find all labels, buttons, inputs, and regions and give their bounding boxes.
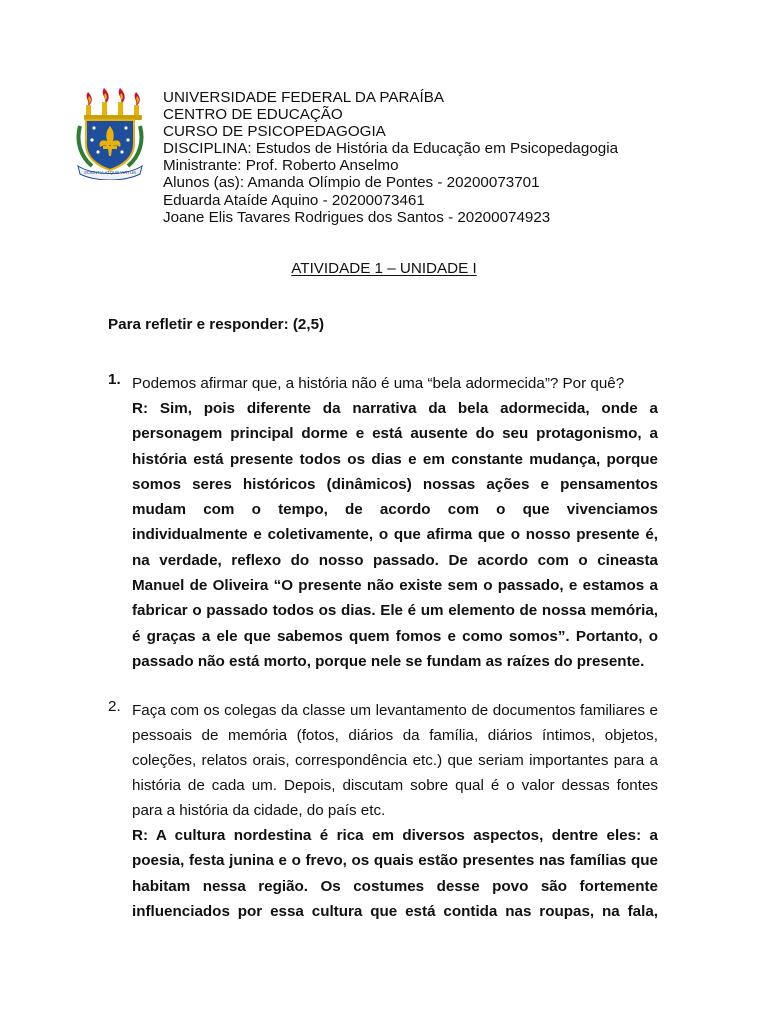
activity-title: ATIVIDADE 1 – UNIDADE I <box>291 260 477 277</box>
university-name: UNIVERSIDADE FEDERAL DA PARAÍBA <box>163 89 445 106</box>
question-item-2 <box>108 698 658 924</box>
course-name: CURSO DE PSICOPEDAGOGIA <box>163 123 386 141</box>
question-number-2: 2. <box>108 698 121 715</box>
center-name: CENTRO DE EDUCAÇÃO <box>163 106 343 124</box>
discipline-line: DISCIPLINA: Estudos de História da Educação em Psicopedagogia <box>163 140 619 158</box>
instructor-line: Ministrante: Prof. Roberto Anselmo <box>163 157 399 175</box>
answer-text-2: R: A cultura nordestina é rica em diversos aspectos, dentre eles: a poesia, festa junina e o frevo, os quais estão presentes nas famílias que habitam nessa região. Os costumes desse povo são fortemente influenciados por essa cultura que está contida nas roupas, na fala, <box>132 827 658 920</box>
question-text-2: Faça com os colegas da classe um levantamento de documentos familiares e pessoais de memória (fotos, diários da família, diários íntimos, objetos, coleções, relatos orais, correspondência etc.) que seriam importantes para a história de cada um. Depois, discutam sobre qual é o valor dessas fontes para a história da cidade, do país etc. <box>132 702 658 819</box>
motto-text: SCIENTIA ATQUE VIRTUS <box>84 170 136 175</box>
answer-text-1: R: Sim, pois diferente da narrativa da bela adormecida, onde a personagem principal dorme e está ausente do seu protagonismo, a história está presente todos os dias e em constante mudança, porque somos seres históricos (dinâmicos) nossas ações e pensamentos mudam com o tempo, de acordo com o que vivenciamos individualmente e coletivamente, o que afirma que o nosso presente é, na verdade, reflexo do nosso passado. De acordo com o cineasta Manuel de Oliveira “O presente não existe sem o passado, e estamos a fabricar o passado todos os dias. Ele é um elemento de nossa memória, é graças a ele que sabemos quem fomos e como somos”. Portanto, o passado não está morto, porque nele se fundam as raízes do presente. <box>132 400 658 670</box>
university-logo <box>74 86 146 180</box>
document-header <box>163 89 618 226</box>
question-text-1: Podemos afirmar que, a história não é uma “bela adormecida”? Por quê? <box>132 375 625 392</box>
question-item-1 <box>108 371 658 674</box>
students-line: Alunos (as): Amanda Olímpio de Pontes - 20200073701 <box>163 174 540 192</box>
torches-icon <box>84 88 142 120</box>
question-number-1: 1. <box>108 371 121 388</box>
student-line-3: Joane Elis Tavares Rodrigues dos Santos - 20200074923 <box>163 208 551 226</box>
prompt-heading: Para refletir e responder: (2,5) <box>108 316 325 333</box>
student-line-2: Eduarda Ataíde Aquino - 20200073461 <box>163 191 425 209</box>
